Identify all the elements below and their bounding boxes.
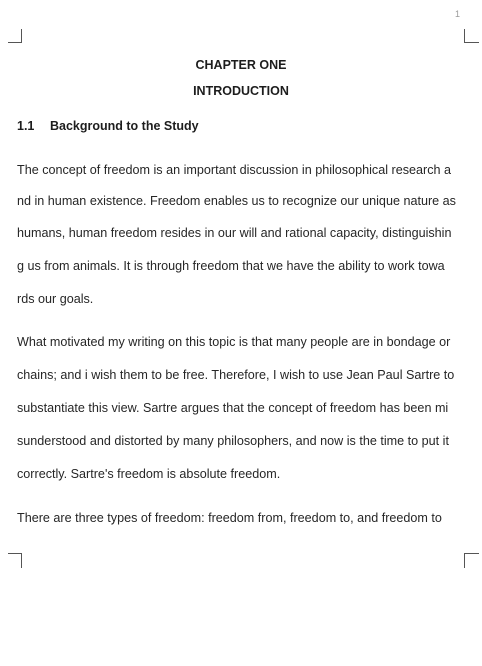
chapter-subtitle: INTRODUCTION bbox=[193, 84, 289, 98]
crop-mark-top-left bbox=[8, 29, 22, 43]
chapter-title: CHAPTER ONE bbox=[195, 58, 287, 72]
crop-mark-bottom-right bbox=[464, 553, 479, 568]
paragraph-2-line-5: correctly. Sartre's freedom is absolute freedom. bbox=[17, 467, 281, 481]
section-number: 1.1 bbox=[17, 119, 35, 133]
paragraph-2-line-3: substantiate this view. Sartre argues that the concept of freedom has been mi bbox=[17, 401, 449, 415]
crop-mark-top-right bbox=[464, 29, 479, 43]
paragraph-1-line-5: rds our goals. bbox=[17, 292, 94, 306]
paragraph-1-line-4: g us from animals. It is through freedom that we have the ability to work towa bbox=[17, 259, 445, 273]
paragraph-3-line-1: There are three types of freedom: freedom from, freedom to, and freedom to bbox=[17, 511, 442, 525]
page-number: 1 bbox=[455, 9, 461, 19]
paragraph-2-line-2: chains; and i wish them to be free. Therefore, I wish to use Jean Paul Sartre to bbox=[17, 368, 455, 382]
crop-mark-bottom-left bbox=[8, 553, 22, 568]
paragraph-1-line-3: humans, human freedom resides in our will and rational capacity, distinguishin bbox=[17, 226, 452, 240]
section-heading bbox=[17, 119, 199, 133]
paragraph-2-line-1: What motivated my writing on this topic is that many people are in bondage or bbox=[17, 335, 451, 349]
section-title: Background to the Study bbox=[50, 119, 199, 133]
paragraph-1-line-1: The concept of freedom is an important discussion in philosophical research a bbox=[17, 163, 452, 177]
paragraph-2-line-4: sunderstood and distorted by many philosophers, and now is the time to put it bbox=[17, 434, 449, 448]
paragraph-1-line-2: nd in human existence. Freedom enables us to recognize our unique nature as bbox=[17, 194, 456, 208]
